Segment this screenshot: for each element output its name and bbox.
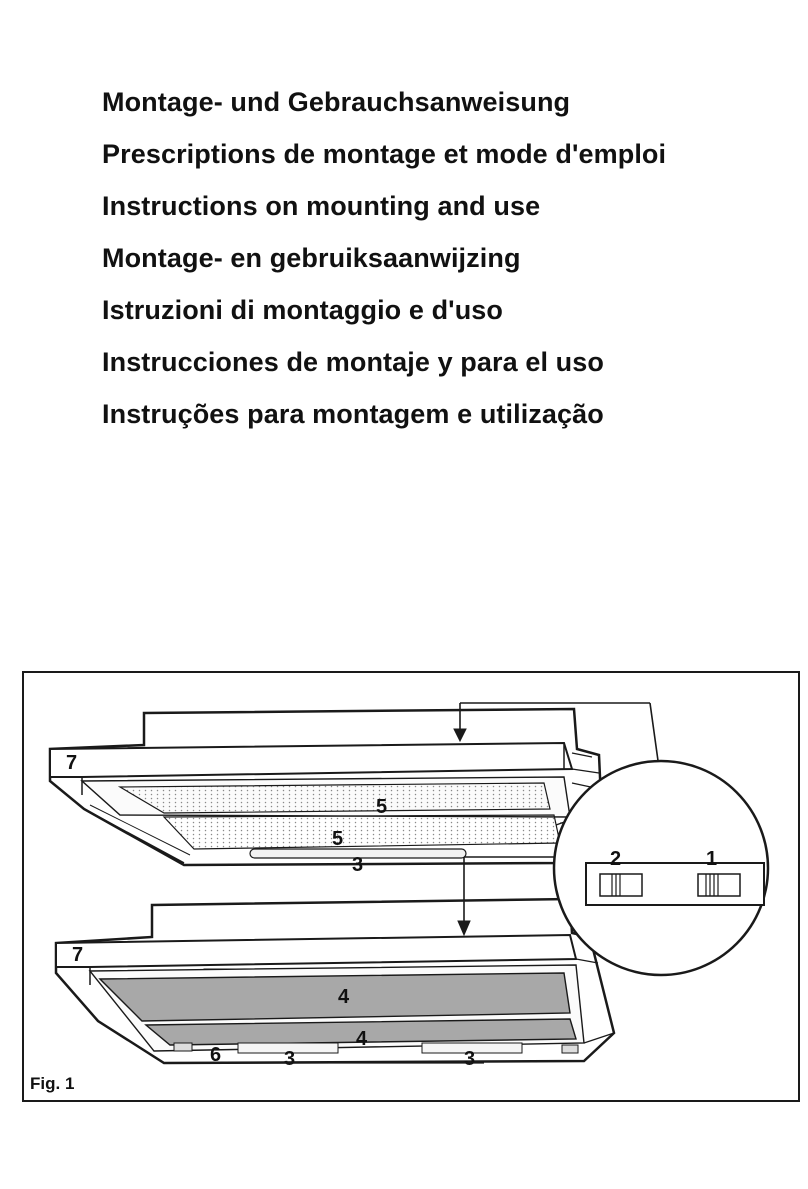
label-switch-2: 2 — [610, 848, 622, 870]
label-lower-filter-1: 4 — [338, 986, 350, 1008]
title-french: Prescriptions de montage et mode d'emploi — [102, 139, 667, 169]
title-list — [102, 76, 666, 440]
switch-detail-callout — [554, 761, 768, 975]
label-switch-1: 1 — [706, 848, 718, 870]
label-lower-control: 6 — [210, 1044, 222, 1066]
title-dutch: Montage- en gebruiksaanwijzing — [102, 243, 521, 273]
label-lower-light-2: 3 — [464, 1048, 476, 1070]
title-english: Instructions on mounting and use — [102, 191, 541, 221]
figure-1 — [22, 671, 800, 1102]
label-lower-filter-2: 4 — [356, 1028, 368, 1050]
figure-caption: Fig. 1 — [30, 1074, 75, 1093]
label-upper-frame: 7 — [66, 752, 78, 774]
label-lower-light-1: 3 — [284, 1048, 296, 1070]
switch-1-icon — [698, 874, 740, 896]
title-portuguese: Instruções para montagem e utilização — [102, 399, 604, 429]
label-upper-grille-1: 5 — [376, 796, 388, 818]
title-italian: Istruzioni di montaggio e d'uso — [102, 295, 504, 325]
label-upper-light: 3 — [352, 854, 364, 876]
upper-hood — [50, 709, 602, 865]
label-lower-frame: 7 — [72, 944, 84, 966]
range-hood-illustration — [24, 673, 798, 1100]
lower-hood — [56, 899, 614, 1063]
title-spanish: Instrucciones de montaje y para el uso — [102, 347, 604, 377]
title-german: Montage- und Gebrauchsanweisung — [102, 87, 571, 117]
label-upper-grille-2: 5 — [332, 828, 344, 850]
switch-2-icon — [600, 874, 642, 896]
